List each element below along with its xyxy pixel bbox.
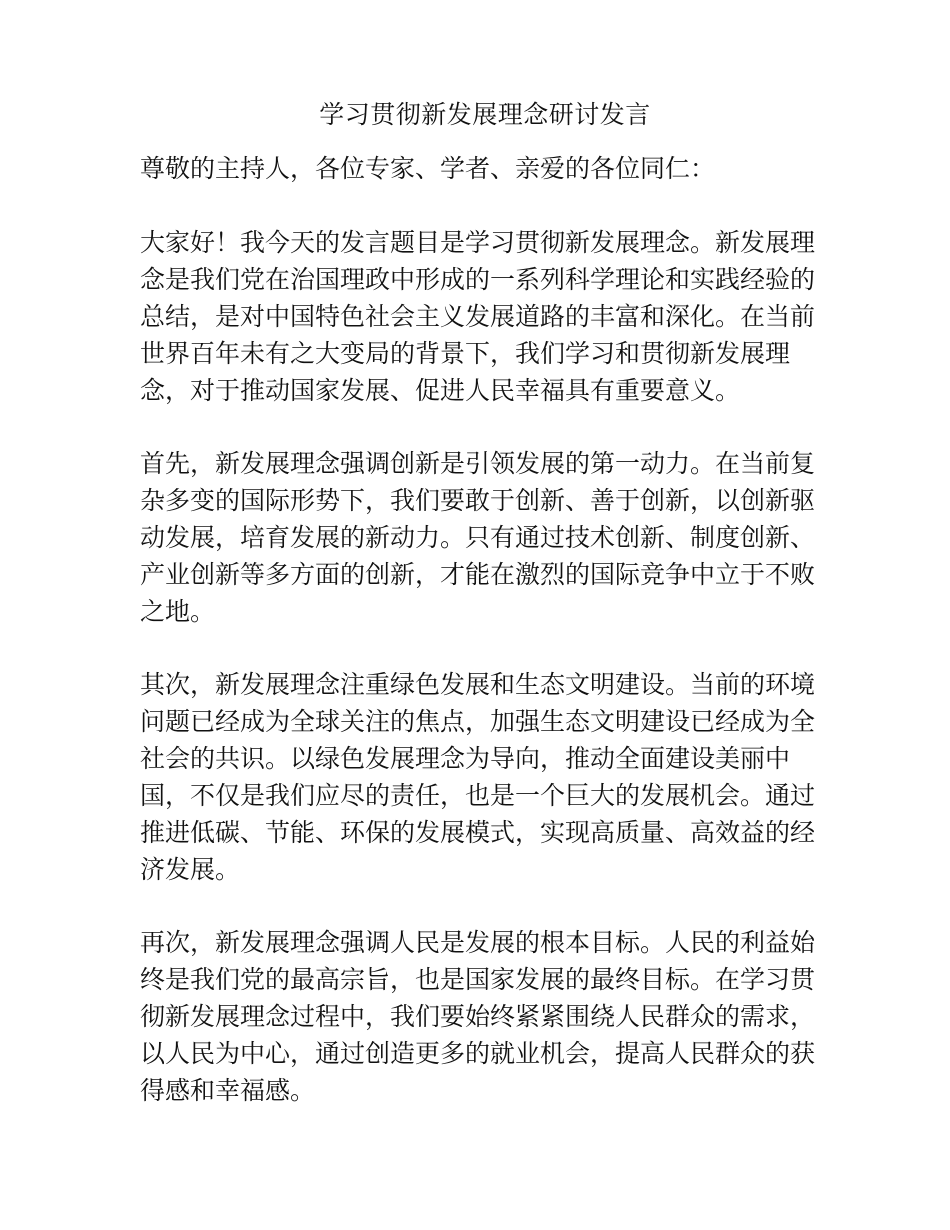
document-title: 学习贯彻新发展理念研讨发言 xyxy=(319,100,651,129)
paragraph-people-centered: 再次，新发展理念强调人民是发展的根本目标。人民的利益始终是我们党的最高宗旨，也是国家发展的最终目标。在学习贯彻新发展理念过程中，我们要始终紧紧围绕人民群众的需求，以人民为中心，通过创造更多的就业机会，提高人民群众的获得感和幸福感。 xyxy=(140,928,816,1105)
document-page xyxy=(140,96,830,1145)
paragraph-intro: 大家好！我今天的发言题目是学习贯彻新发展理念。新发展理念是我们党在治国理政中形成的一系列科学理论和实践经验的总结，是对中国特色社会主义发展道路的丰富和深化。在当前世界百年未有之大变局的背景下，我们学习和贯彻新发展理念，对于推动国家发展、促进人民幸福具有重要意义。 xyxy=(140,228,816,405)
paragraph-innovation: 首先，新发展理念强调创新是引领发展的第一动力。在当前复杂多变的国际形势下，我们要敢于创新、善于创新，以创新驱动发展，培育发展的新动力。只有通过技术创新、制度创新、产业创新等多方面的创新，才能在激烈的国际竞争中立于不败之地。 xyxy=(140,449,816,626)
paragraph-green-development: 其次，新发展理念注重绿色发展和生态文明建设。当前的环境问题已经成为全球关注的焦点，加强生态文明建设已经成为全社会的共识。以绿色发展理念为导向，推动全面建设美丽中国，不仅是我们应尽的责任，也是一个巨大的发展机会。通过推进低碳、节能、环保的发展模式，实现高质量、高效益的经济发展。 xyxy=(140,670,816,884)
salutation: 尊敬的主持人，各位专家、学者、亲爱的各位同仁： xyxy=(140,154,716,183)
